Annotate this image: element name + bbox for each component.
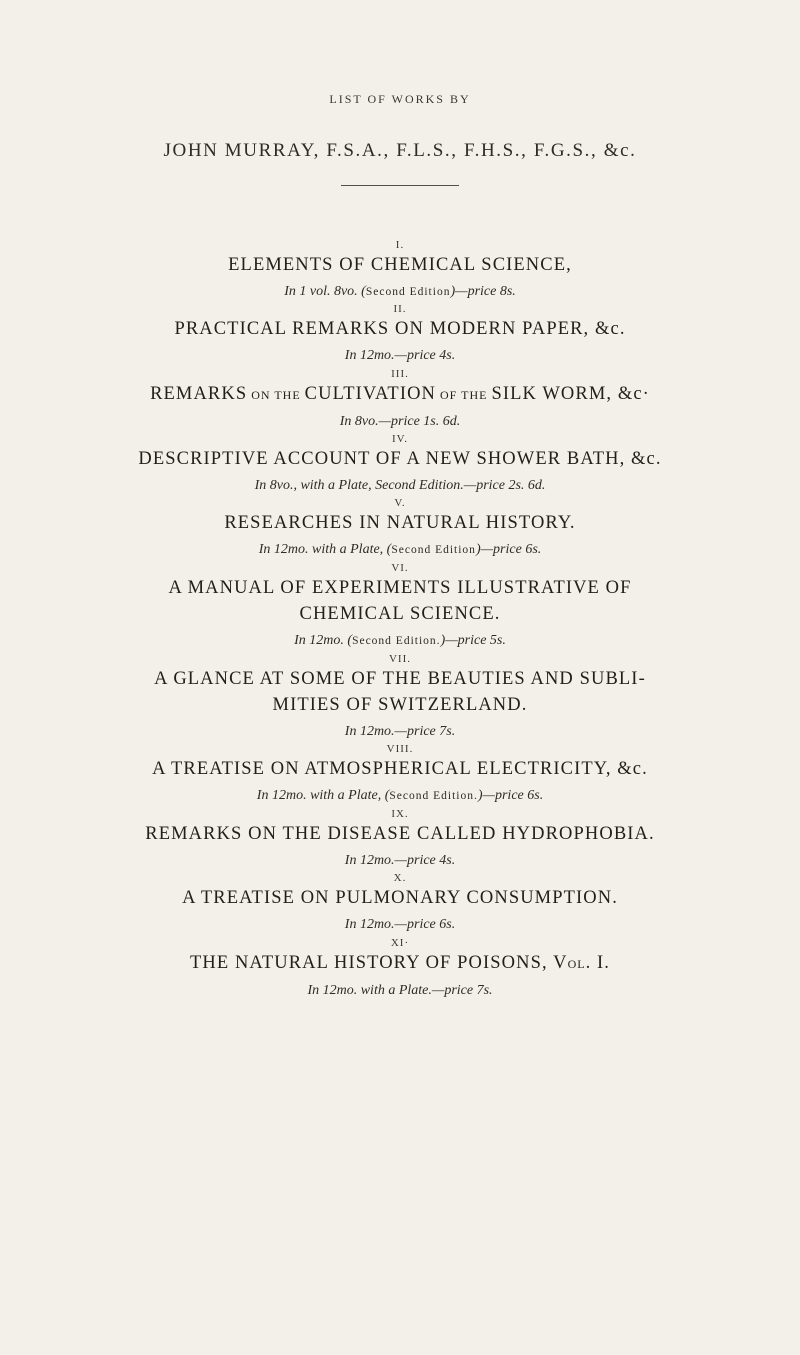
work-title: A TREATISE ON ATMOSPHERICAL ELECTRICITY, &c. [152,759,648,779]
work-numeral: I. [395,239,405,251]
work-entry-4 [20,432,780,496]
work-detail: In 12mo. with a Plate, (Second Edition)—price 6s. [258,542,542,557]
work-entry-1 [20,238,780,302]
work-numeral: IX. [391,808,409,820]
work-detail: In 12mo.—price 6s. [344,917,456,932]
work-entry-9 [20,807,780,871]
work-title-line-1: A GLANCE AT SOME OF THE BEAUTIES AND SUBLI- [154,669,646,689]
work-numeral: VI. [391,562,409,574]
work-detail: In 12mo. with a Plate, (Second Edition.)—price 6s. [256,788,544,803]
work-entry-8 [20,742,780,806]
work-title-line-1: A MANUAL OF EXPERIMENTS ILLUSTRATIVE OF [168,578,632,598]
work-detail: In 8vo., with a Plate, Second Edition.—price 2s. 6d. [254,478,546,493]
work-detail: In 12mo.—price 4s. [344,853,456,868]
work-title-line-2: CHEMICAL SCIENCE. [299,604,501,624]
work-numeral: XI· [390,937,410,949]
work-detail: In 12mo. (Second Edition.)—price 5s. [294,633,506,648]
work-detail: In 1 vol. 8vo. (Second Edition)—price 8s. [284,284,516,299]
work-entry-2 [20,302,780,366]
work-detail: In 12mo. with a Plate.—price 7s. [307,983,493,998]
work-numeral: V. [394,497,406,509]
work-entry-5 [20,496,780,560]
work-entry-7 [20,652,780,742]
work-numeral: VII. [388,653,412,665]
work-title: THE NATURAL HISTORY OF POISONS, VOL. I. [189,953,610,973]
work-title: A TREATISE ON PULMONARY CONSUMPTION. [182,888,618,908]
list-heading: LIST OF WORKS BY [329,92,471,106]
work-title: DESCRIPTIVE ACCOUNT OF A NEW SHOWER BATH, &c. [138,449,662,469]
work-entry-6 [20,561,780,651]
work-title: PRACTICAL REMARKS ON MODERN PAPER, &c. [174,319,626,339]
work-entry-3 [20,367,780,432]
work-numeral: III. [391,368,409,380]
work-title: REMARKS ON THE DISEASE CALLED HYDROPHOBIA. [145,824,655,844]
work-numeral: VIII. [386,743,414,755]
work-numeral: II. [393,303,407,315]
work-title: REMARKS ON THE CULTIVATION OF THE SILK WORM, &c· [150,384,650,404]
work-title: ELEMENTS OF CHEMICAL SCIENCE, [228,255,572,275]
work-detail: In 12mo.—price 4s. [344,348,456,363]
author-heading: JOHN MURRAY, F.S.A., F.L.S., F.H.S., F.G.S., &c. [163,140,637,161]
work-numeral: X. [393,872,407,884]
work-title: RESEARCHES IN NATURAL HISTORY. [224,513,576,533]
divider-rule [341,185,459,186]
work-entry-10 [20,871,780,935]
work-detail: In 12mo.—price 7s. [344,724,456,739]
work-entry-11 [20,936,780,1001]
work-numeral: IV. [392,433,408,445]
work-title-line-2: MITIES OF SWITZERLAND. [272,695,528,715]
work-detail: In 8vo.—price 1s. 6d. [339,414,461,429]
